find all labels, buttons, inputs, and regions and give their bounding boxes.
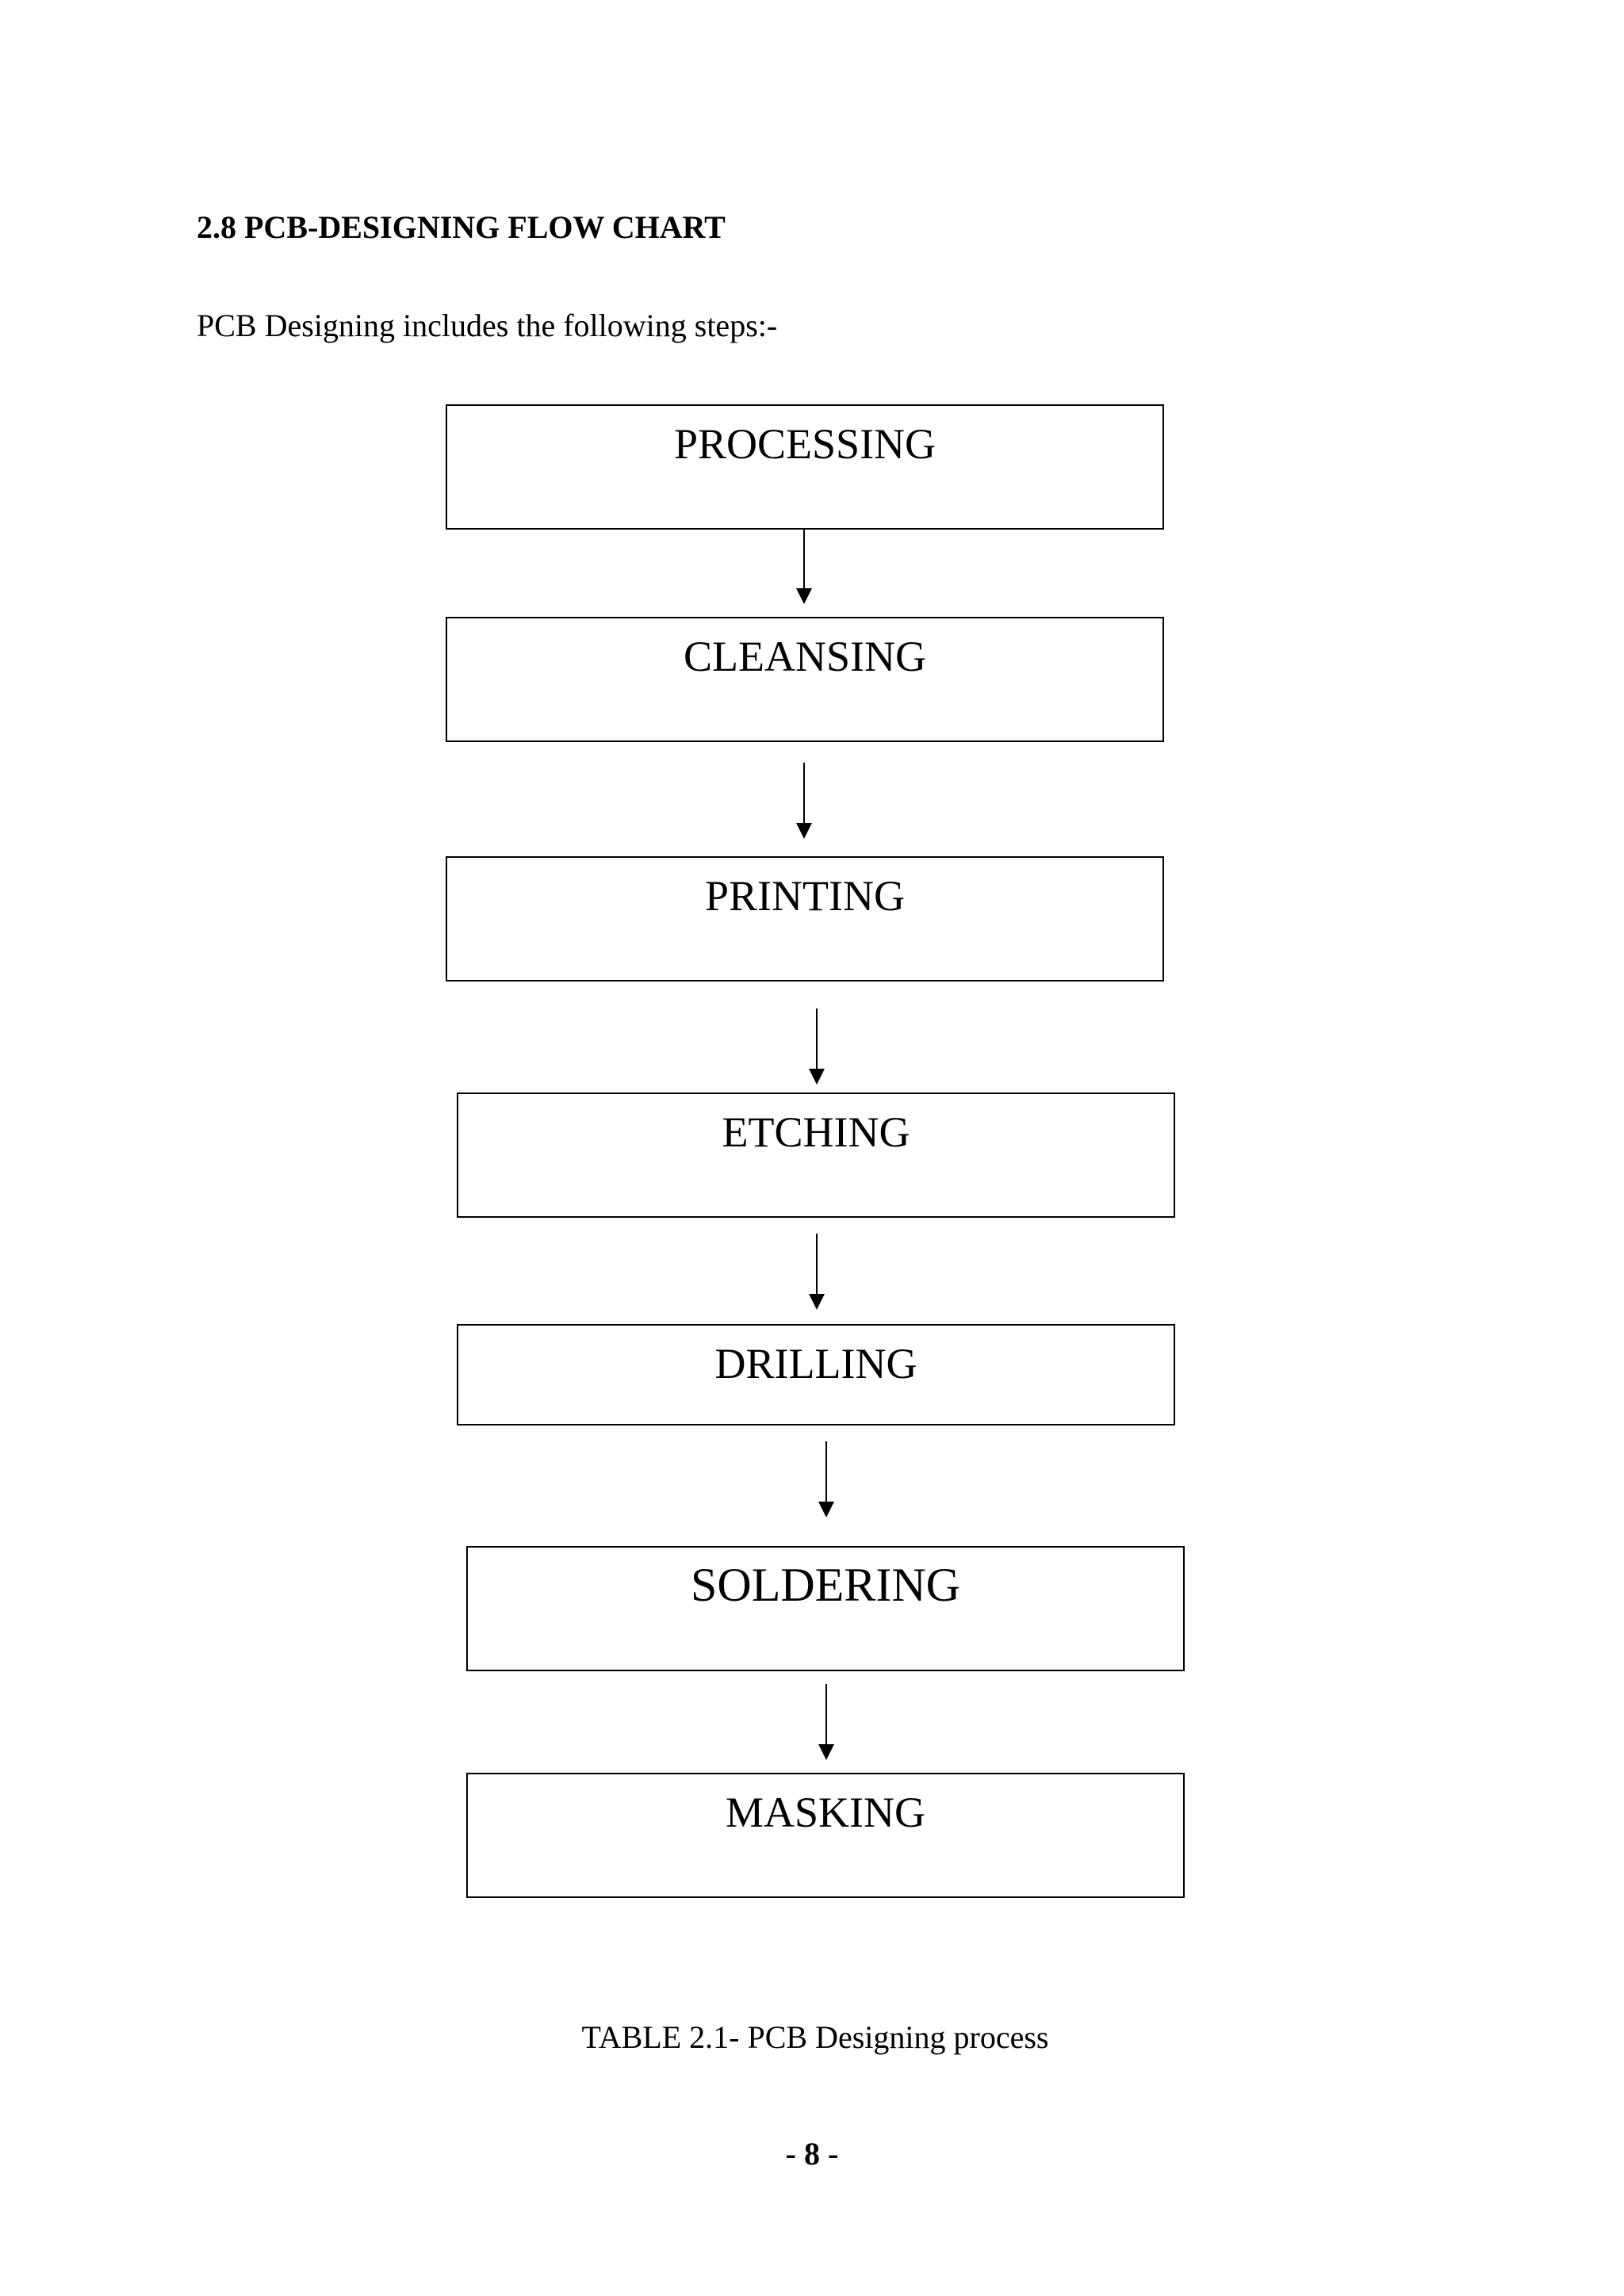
step-box-masking: [466, 1773, 1185, 1898]
step-label: ETCHING: [722, 1108, 910, 1156]
step-label: DRILLING: [714, 1340, 917, 1387]
table-caption: TABLE 2.1- PCB Designing process: [581, 2019, 1049, 2055]
step-box-etching: [457, 1093, 1175, 1218]
step-label: SOLDERING: [691, 1559, 960, 1611]
step-label: CLEANSING: [684, 633, 926, 680]
step-label: PRINTING: [705, 872, 905, 920]
arrow-down-icon: [796, 530, 812, 604]
arrow-down-icon: [818, 1684, 834, 1760]
step-box-soldering: [466, 1546, 1185, 1671]
section-heading: 2.8 PCB-DESIGNING FLOW CHART: [197, 209, 726, 245]
step-box-printing: [446, 856, 1164, 982]
arrow-down-icon: [818, 1441, 834, 1517]
arrow-down-icon: [809, 1008, 825, 1085]
arrow-down-icon: [796, 763, 812, 839]
step-box-processing: [446, 404, 1164, 530]
step-label: PROCESSING: [673, 420, 936, 468]
arrow-down-icon: [809, 1234, 825, 1310]
intro-paragraph: PCB Designing includes the following steps:-: [197, 308, 778, 343]
step-box-drilling: [457, 1324, 1175, 1425]
step-label: MASKING: [725, 1789, 926, 1836]
page-number: - 8 -: [785, 2136, 839, 2172]
step-box-cleansing: [446, 617, 1164, 742]
